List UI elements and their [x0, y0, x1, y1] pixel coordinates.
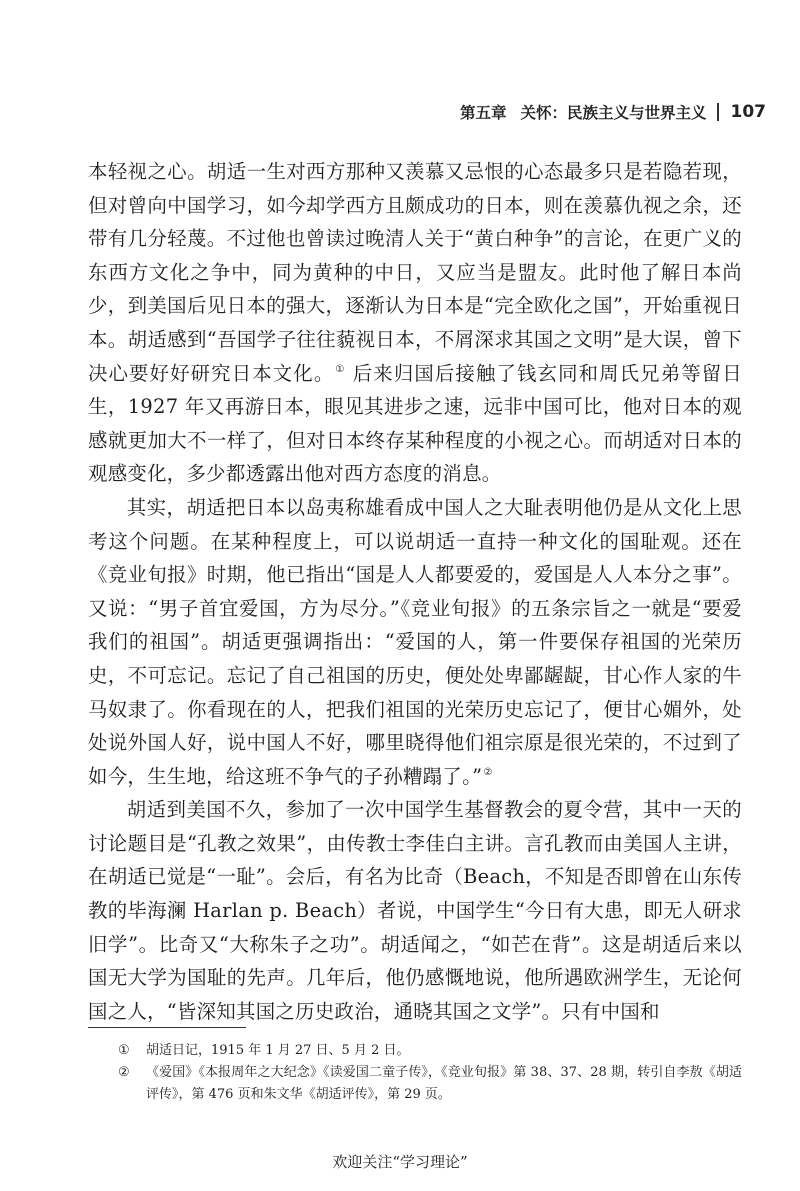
running-header: [460, 101, 766, 123]
header-divider: [717, 103, 719, 121]
footnotes: [118, 1040, 742, 1106]
footnote-text: 《爱国》《本报周年之大纪念》《读爱国二童子传》，《竞业旬报》第 38、37、28 期，转引自李敖《胡适评传》，第 476 页和朱文华《胡适评传》，第 29 页。: [146, 1065, 742, 1102]
footnote-ref[interactable]: ②: [483, 767, 493, 779]
footnote-divider: [88, 1027, 246, 1028]
paragraph-text: 其实，胡适把日本以岛夷称雄看成中国人之大耻表明他仍是从文化上思考这个问题。在某种程度上，可以说胡适一直持一种文化的国耻观。还在《竞业旬报》时期，他已指出“国是人人都要爱的，爱国是人人本分之事”。又说：“男子首宜爱国，方为尽分。”《竞业旬报》的五条宗旨之一就是“要爱我们的祖国”。胡适更强调指出：“爱国的人，第一件要保存祖国的光荣历史，不可忘记。忘记了自己祖国的历史，便处处卑鄙龌龊，甘心作人家的牛马奴隶了。你看现在的人，把我们祖国的光荣历史忘记了，便甘心媚外，处处说外国人好，说中国人不好，哪里晓得他们祖宗原是很光荣的，不过到了如今，生生地，给这班不争气的子孙糟蹋了。”: [88, 495, 742, 788]
chapter-title: 关怀：民族主义与世界主义: [520, 104, 707, 122]
paragraph-text-continued: 后来归国后接触了钱玄同和周氏兄弟等留日生，1927 年又再游日本，眼见其进步之速，远非中国可比，他对日本的观感就更加大不一样了，但对日本终存某种程度的小视之心。而胡适对日本的观感变化，多少都透露出他对西方态度的消息。: [88, 361, 742, 486]
footnote-1: [118, 1040, 742, 1062]
footnote-2: [118, 1062, 742, 1106]
footnote-mark: ①: [118, 1043, 130, 1058]
paragraph-2: [88, 491, 742, 793]
paragraph-1: [88, 155, 742, 491]
paragraph-text: 胡适到美国不久，参加了一次中国学生基督教会的夏令营，其中一天的讨论题目是“孔教之效果”，由传教士李佳白主讲。言孔教而由美国人主讲，在胡适已觉是“一耻”。会后，有名为比奇（Beach，不知是否即曾在山东传教的毕海澜 Harlan p. Beach）者说，中国学生“今日有大患，即无人研求旧学”。比奇又“大称朱子之功”。胡适闻之，“如芒在背”。这是胡适后来以国无大学为国耻的先声。几年后，他仍感慨地说，他所遇欧洲学生，无论何国之人，“皆深知其国之历史政治，通晓其国之文学”。只有中国和: [88, 798, 742, 1023]
paragraph-3: [88, 793, 742, 1028]
chapter-number: 第五章: [459, 104, 507, 122]
footnote-mark: ②: [118, 1065, 130, 1080]
footnote-ref[interactable]: ①: [335, 364, 346, 376]
page-number: 107: [730, 102, 766, 122]
footnote-text: 胡适日记，1915 年 1 月 27 日、5 月 2 日。: [146, 1043, 410, 1058]
page-footer: 欢迎关注“学习理论”: [332, 1153, 468, 1171]
paragraph-text: 本轻视之心。胡适一生对西方那种又羡慕又忌恨的心态最多只是若隐若现，但对曾向中国学习，如今却学西方且颇成功的日本，则在羡慕仇视之余，还带有几分轻蔑。不过他也曾读过晚清人关于“黄白种争”的言论，在更广义的东西方文化之争中，同为黄种的中日，又应当是盟友。此时他了解日本尚少，到美国后见日本的强大，逐渐认为日本是“完全欧化之国”，开始重视日本。胡适感到“吾国学子往往藐视日本，不屑深求其国之文明”是大误，曾下决心要好好研究日本文化。: [88, 160, 742, 385]
body-text: [88, 155, 742, 1028]
